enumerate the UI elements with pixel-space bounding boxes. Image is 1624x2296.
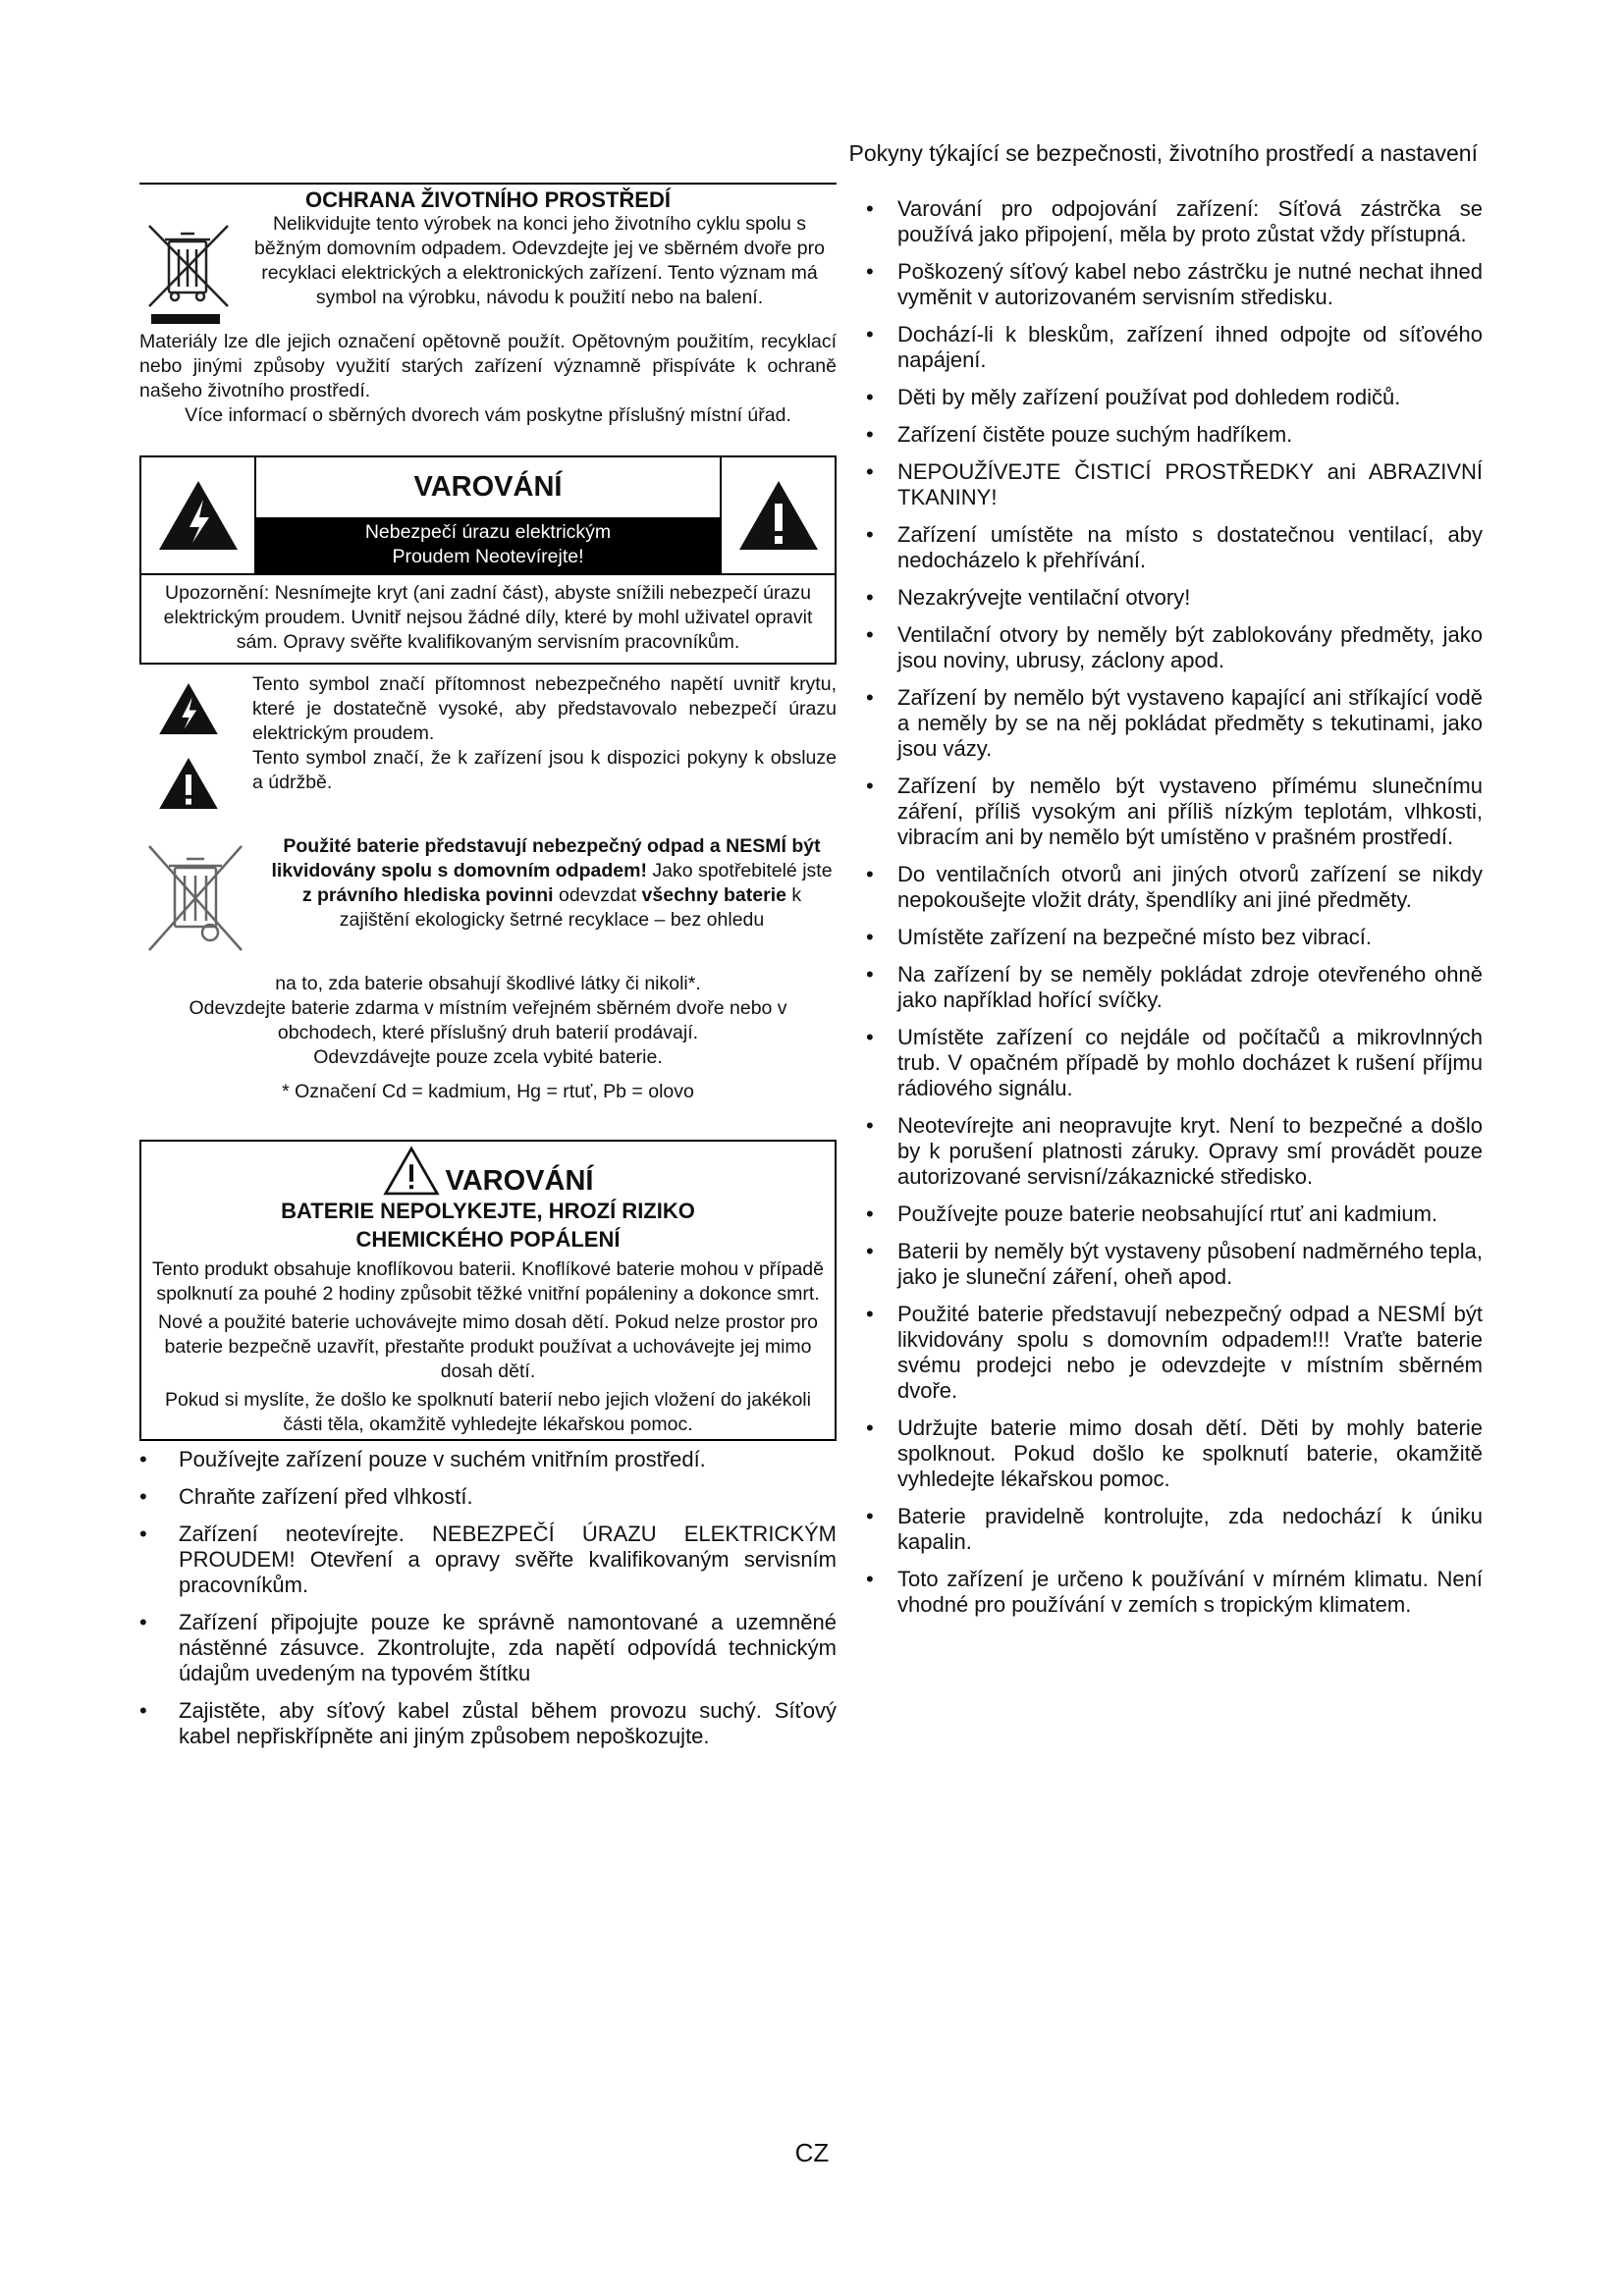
battery-text: k zajištění ekologicky šetrné recyklace – bez ohledu — [339, 884, 802, 931]
page-footer-language: CZ — [794, 2138, 830, 2167]
list-item — [139, 1447, 837, 1472]
environment-section — [139, 183, 837, 428]
list-item — [864, 862, 1483, 913]
warning-title: VAROVÁNÍ — [413, 471, 563, 503]
list-item-text: • Varování pro odpojování zařízení: Síťová zástrčka se používá jako připojení, měla by proto zůstat vždy přístupná. — [897, 196, 1483, 246]
environment-lead-text: Nelikvidujte tento výrobek na konci jeho životního cyklu spolu s běžným domovním odpadem. Odevzdejte jej ve sběrném dvoře pro recyklaci elektrických a elektronických zařízení. Tento význam má symbol na výrobku, návodu k použití nebo na balení. — [254, 213, 825, 308]
list-item — [864, 1113, 1483, 1190]
list-item-text: • Umístěte zařízení na bezpečné místo bez vibrací. — [897, 925, 1373, 949]
list-item-text: • Do ventilačních otvorů ani jiných otvorů zařízení se nikdy nepokoušejte vložit dráty, špendlíky ani jiné předměty. — [897, 862, 1483, 912]
list-item-text: • Neotevírejte ani neopravujte kryt. Není to bezpečné a došlo by k porušení platnosti záruky. Opravy smí provádět pouze autorizované servisní/zákaznické středisko. — [897, 1113, 1483, 1189]
battery-warning-title: VAROVÁNÍ — [445, 1165, 594, 1197]
battery-bold-text: z právního hlediska povinni — [301, 884, 554, 906]
list-item — [864, 322, 1483, 373]
crossed-bin-icon — [139, 212, 243, 330]
battery-bold-text: všechny baterie — [641, 884, 786, 906]
battery-disposal-text — [267, 834, 837, 972]
list-item-text: • Zařízení připojujte pouze ke správně namontované a uzemněné nástěnné zásuvce. Zkontrolujte, zda napětí odpovídá technickým údajům uvedeným na typovém štítku — [179, 1610, 837, 1685]
battery-text: odevzdat — [553, 884, 642, 906]
right-bullet-list — [864, 196, 1483, 1618]
list-item — [864, 385, 1483, 410]
list-item — [864, 685, 1483, 762]
list-item — [864, 459, 1483, 510]
battery-return-text: Odevzdejte baterie zdarma v místním veřejném sběrném dvoře nebo v obchodech, které příslušný druh baterií prodávají. — [189, 997, 787, 1043]
list-item — [864, 774, 1483, 850]
list-item — [864, 522, 1483, 573]
list-item-text: • Zařízení neotevírejte. NEBEZPEČÍ ÚRAZU ELEKTRICKÝM PROUDEM! Otevření a opravy svěřte kvalifikovaným servisním pracovníkům. — [179, 1522, 837, 1597]
right-column — [864, 196, 1483, 1629]
environment-title: OCHRANA ŽIVOTNÍHO PROSTŘEDÍ — [305, 187, 671, 212]
list-item — [139, 1484, 837, 1510]
left-column — [139, 183, 837, 1761]
list-item-text: • Zařízení umístěte na místo s dostatečnou ventilací, aby nedocházelo k přehřívání. — [897, 522, 1483, 572]
list-item-text: • Používejte zařízení pouze v suchém vnitřním prostředí. — [179, 1447, 706, 1471]
environment-info-text: Více informací o sběrných dvorech vám poskytne příslušný místní úřad. — [185, 404, 791, 426]
battery-bold-text: Použité baterie představují nebezpečný odpad a NESMÍ být likvidovány spolu s domovním odpadem! — [271, 835, 821, 881]
warning-banner-line: Nebezpečí úrazu elektrickým — [364, 521, 612, 543]
list-item — [864, 1201, 1483, 1227]
list-item — [864, 1302, 1483, 1404]
list-item-text: • Zařízení by nemělo být vystaveno přímému slunečnímu záření, příliš vysokým ani příliš nízkým teplotám, vlhkosti, vibracím ani by nemělo být umístěno v prašném prostředí. — [897, 774, 1483, 849]
high-voltage-icon — [141, 457, 254, 573]
battery-warning-text: Tento produkt obsahuje knoflíkovou baterii. Knoflíkové baterie mohou v případě spolknutí za pouhé 2 hodiny způsobit těžké vnitřní popáleniny a dokonce smrt. — [151, 1258, 824, 1305]
list-item — [864, 1239, 1483, 1290]
exclamation-warning-icon — [157, 755, 220, 812]
list-item-text: • Nezakrývejte ventilační otvory! — [897, 585, 1191, 610]
list-item-text: • Zajistěte, aby síťový kabel zůstal během provozu suchý. Síťový kabel nepřiskřípněte ani jiným způsobem nepoškozujte. — [179, 1698, 837, 1748]
list-item-text: • Udržujte baterie mimo dosah dětí. Děti by mohly baterie spolknout. Pokud došlo ke spolknutí baterie, okamžitě vyhledejte lékařskou pomoc. — [897, 1415, 1483, 1491]
list-item-text: • Zařízení čistěte pouze suchým hadříkem. — [897, 422, 1293, 447]
list-item — [139, 1522, 837, 1598]
list-item-text: • Použité baterie představují nebezpečný odpad a NESMÍ být likvidovány spolu s domovním odpadem!!! Vraťte baterie svému prodejci nebo je odevzdejte v místním sběrném dvoře. — [897, 1302, 1483, 1403]
battery-continuation-text: na to, zda baterie obsahují škodlivé látky či nikoli*. — [275, 973, 701, 994]
left-bullet-list — [139, 1447, 837, 1749]
list-item — [864, 925, 1483, 950]
button-battery-warning-box — [139, 1140, 837, 1441]
instructions-symbol-text: Tento symbol značí, že k zařízení jsou k dispozici pokyny k obsluze a údržbě. — [252, 747, 837, 793]
environment-reuse-text: Materiály lze dle jejich označení opětovně použít. Opětovným použitím, recyklací nebo jinými způsoby využití starých zařízení významně přispíváte k ochraně našeho životního prostředí. — [139, 331, 837, 401]
list-item-text: • Ventilační otvory by neměly být zablokovány předměty, jako jsou noviny, ubrusy, záclony apod. — [897, 622, 1483, 672]
list-item-text: • Dochází-li k bleskům, zařízení ihned odpojte od síťového napájení. — [897, 322, 1483, 372]
battery-text: Jako spotřebitelé jste — [646, 860, 833, 881]
list-item-text: • Chraňte zařízení před vlhkostí. — [179, 1484, 473, 1509]
list-item — [139, 1610, 837, 1686]
warning-triangle-icon — [383, 1146, 440, 1197]
list-item — [864, 962, 1483, 1013]
voltage-symbol-text: Tento symbol značí přítomnost nebezpečného napětí uvnitř krytu, které je dostatečně vysoké, aby představovalo nebezpečí úrazu elektrickým proudem. — [252, 673, 837, 744]
list-item — [864, 259, 1483, 310]
list-item — [864, 1504, 1483, 1555]
list-item-text: • Toto zařízení je určeno k používání v mírném klimatu. Není vhodné pro používání v zemích s tropickým klimatem. — [897, 1567, 1483, 1617]
list-item — [864, 1025, 1483, 1101]
list-item — [139, 1698, 837, 1749]
list-item-text: • Na zařízení by se neměly pokládat zdroje otevřeného ohně jako například hořící svíčky. — [897, 962, 1483, 1012]
list-item-text: • Baterie pravidelně kontrolujte, zda nedochází k úniku kapalin. — [897, 1504, 1483, 1554]
battery-footnote: * Označení Cd = kadmium, Hg = rtuť, Pb = olovo — [282, 1081, 694, 1102]
list-item — [864, 196, 1483, 247]
warning-black-banner — [256, 517, 720, 573]
battery-warning-text: Nové a použité baterie uchovávejte mimo dosah dětí. Pokud nelze prostor pro baterie bezpečně uzavřít, přestaňte produkt používat a uchovávejte jej mimo dosah dětí. — [157, 1311, 819, 1382]
list-item-text: • Baterii by neměly být vystaveny působení nadměrného tepla, jako je sluneční záření, oheň apod. — [897, 1239, 1483, 1289]
list-item — [864, 1567, 1483, 1618]
list-item — [864, 422, 1483, 448]
symbol-explanations — [139, 672, 837, 795]
electric-warning-box — [139, 455, 837, 665]
list-item — [864, 585, 1483, 611]
list-item-text: • Děti by měly zařízení používat pod dohledem rodičů. — [897, 385, 1401, 409]
warning-body-text: Upozornění: Nesnímejte kryt (ani zadní část), abyste snížili nebezpečí úrazu elektrickým proudem. Uvnitř nejsou žádné díly, které by mohl uživatel opravit sám. Opravy svěřte kvalifikovaným servisním pracovníkům. — [163, 582, 813, 653]
high-voltage-icon — [157, 680, 220, 737]
list-item-text: • Poškozený síťový kabel nebo zástrčku je nutné nechat ihned vyměnit v autorizovaném servisním středisku. — [897, 259, 1483, 309]
warning-banner-line: Proudem Neotevírejte! — [392, 546, 584, 567]
page-header: Pokyny týkající se bezpečnosti, životního prostředí a nastavení — [848, 140, 1478, 166]
list-item — [864, 622, 1483, 673]
battery-warning-subtitle: CHEMICKÉHO POPÁLENÍ — [355, 1227, 621, 1252]
list-item-text: • Zařízení by nemělo být vystaveno kapající ani stříkající vodě a neměly by se na něj pokládat předměty s tekutinami, jako jsou vázy. — [897, 685, 1483, 761]
crossed-battery-bin-icon — [139, 834, 267, 972]
battery-discharged-text: Odevzdávejte pouze zcela vybité baterie. — [313, 1046, 663, 1068]
list-item-text: • Používejte pouze baterie neobsahující rtuť ani kadmium. — [897, 1201, 1438, 1226]
battery-warning-subtitle: BATERIE NEPOLYKEJTE, HROZÍ RIZIKO — [281, 1199, 695, 1223]
list-item-text: • Umístěte zařízení co nejdále od počítačů a mikrovlnných trub. V opačném případě by mohlo docházet k rušení příjmu rádiového signálu. — [897, 1025, 1483, 1100]
battery-disposal-section — [139, 834, 837, 1104]
list-item — [864, 1415, 1483, 1492]
list-item-text: • NEPOUŽÍVEJTE ČISTICÍ PROSTŘEDKY ani ABRAZIVNÍ TKANINY! — [897, 459, 1483, 509]
exclamation-warning-icon — [722, 457, 835, 573]
battery-warning-text: Pokud si myslíte, že došlo ke spolknutí baterií nebo jejich vložení do jakékoli části těla, okamžitě vyhledejte lékařskou pomoc. — [165, 1389, 811, 1435]
